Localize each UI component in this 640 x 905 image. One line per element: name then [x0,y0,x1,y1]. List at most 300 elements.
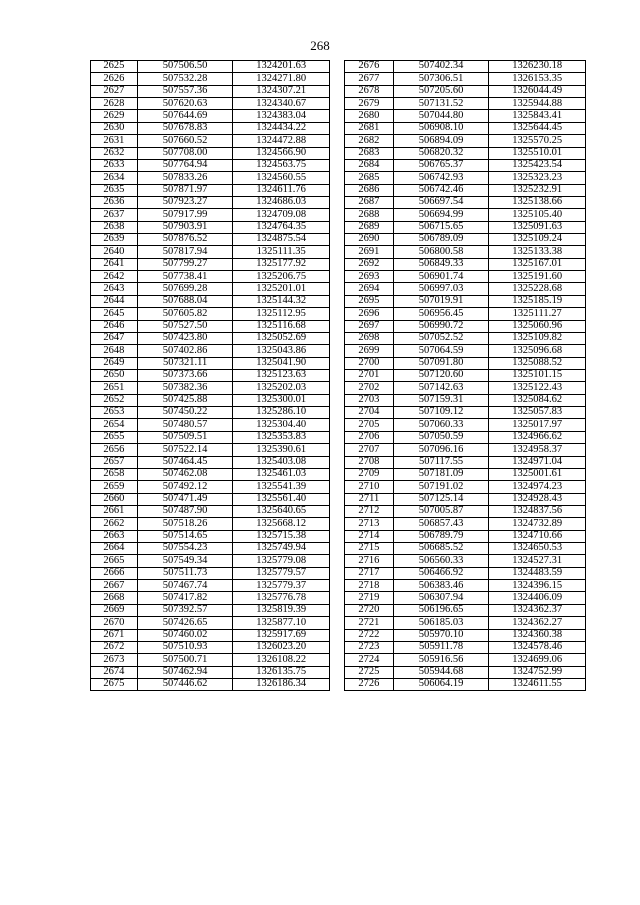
y-coordinate-cell: 1324307.21 [233,85,330,97]
point-number-cell: 2682 [345,135,394,147]
y-coordinate-cell: 1325122.43 [489,382,586,394]
point-number-cell: 2694 [345,283,394,295]
table-row [345,234,586,246]
x-coordinate-cell: 507480.57 [137,419,233,431]
y-coordinate-cell: 1326135.75 [233,666,330,678]
point-number-cell: 2639 [91,234,138,246]
x-coordinate-cell: 507506.50 [137,61,233,73]
x-coordinate-cell: 506789.79 [393,530,489,542]
table-row [91,209,330,221]
table-row [345,543,586,555]
y-coordinate-cell: 1325101.15 [489,369,586,381]
y-coordinate-cell: 1325819.39 [233,604,330,616]
table-row [91,629,330,641]
point-number-cell: 2647 [91,332,138,344]
y-coordinate-cell: 1325353.83 [233,431,330,443]
point-number-cell: 2726 [345,678,394,690]
table-row [91,481,330,493]
point-number-cell: 2696 [345,308,394,320]
table-row [345,444,586,456]
point-number-cell: 2704 [345,407,394,419]
point-number-cell: 2671 [91,629,138,641]
point-number-cell: 2648 [91,345,138,357]
x-coordinate-cell: 507125.14 [393,493,489,505]
y-coordinate-cell: 1325461.03 [233,468,330,480]
x-coordinate-cell: 507050.59 [393,431,489,443]
y-coordinate-cell: 1325644.45 [489,122,586,134]
y-coordinate-cell: 1325423.54 [489,159,586,171]
y-coordinate-cell: 1324650.53 [489,543,586,555]
point-number-cell: 2693 [345,271,394,283]
y-coordinate-cell: 1324271.80 [233,73,330,85]
table-row [91,234,330,246]
point-number-cell: 2709 [345,468,394,480]
y-coordinate-cell: 1325041.90 [233,357,330,369]
table-row [91,530,330,542]
y-coordinate-cell: 1325715.38 [233,530,330,542]
y-coordinate-cell: 1325096.68 [489,345,586,357]
table-row [345,382,586,394]
y-coordinate-cell: 1325123.63 [233,369,330,381]
x-coordinate-cell: 507903.91 [137,221,233,233]
point-number-cell: 2633 [91,159,138,171]
table-row [345,209,586,221]
x-coordinate-cell: 506800.58 [393,246,489,258]
point-number-cell: 2625 [91,61,138,73]
x-coordinate-cell: 507117.55 [393,456,489,468]
table-row [91,394,330,406]
table-row [91,666,330,678]
x-coordinate-cell: 506064.19 [393,678,489,690]
point-number-cell: 2681 [345,122,394,134]
table-row [91,604,330,616]
y-coordinate-cell: 1324958.37 [489,444,586,456]
y-coordinate-cell: 1324362.27 [489,617,586,629]
table-row [345,147,586,159]
y-coordinate-cell: 1325017.97 [489,419,586,431]
y-coordinate-cell: 1324764.35 [233,221,330,233]
point-number-cell: 2661 [91,505,138,517]
point-number-cell: 2687 [345,196,394,208]
y-coordinate-cell: 1325779.37 [233,580,330,592]
point-number-cell: 2628 [91,98,138,110]
table-row [345,85,586,97]
y-coordinate-cell: 1325109.82 [489,332,586,344]
y-coordinate-cell: 1325109.24 [489,234,586,246]
x-coordinate-cell: 506901.74 [393,271,489,283]
table-row [91,172,330,184]
table-row [345,407,586,419]
table-row [91,110,330,122]
point-number-cell: 2667 [91,580,138,592]
x-coordinate-cell: 507096.16 [393,444,489,456]
table-row [91,357,330,369]
point-number-cell: 2640 [91,246,138,258]
x-coordinate-cell: 507518.26 [137,518,233,530]
y-coordinate-cell: 1325167.01 [489,258,586,270]
table-row [91,493,330,505]
table-row [345,172,586,184]
x-coordinate-cell: 507799.27 [137,258,233,270]
coordinates-table-right [344,60,586,691]
y-coordinate-cell: 1325202.03 [233,382,330,394]
table-row [91,369,330,381]
table-row [345,135,586,147]
point-number-cell: 2666 [91,567,138,579]
y-coordinate-cell: 1324566.90 [233,147,330,159]
table-row [91,98,330,110]
x-coordinate-cell: 506742.93 [393,172,489,184]
table-row [345,308,586,320]
y-coordinate-cell: 1324971.04 [489,456,586,468]
x-coordinate-cell: 507464.45 [137,456,233,468]
point-number-cell: 2703 [345,394,394,406]
x-coordinate-cell: 507532.28 [137,73,233,85]
table-row [91,580,330,592]
table-row [345,629,586,641]
x-coordinate-cell: 505970.10 [393,629,489,641]
x-coordinate-cell: 506307.94 [393,592,489,604]
table-row [91,345,330,357]
y-coordinate-cell: 1325541.39 [233,481,330,493]
table-row [91,135,330,147]
x-coordinate-cell: 506908.10 [393,122,489,134]
y-coordinate-cell: 1324578.46 [489,641,586,653]
table-row [91,295,330,307]
y-coordinate-cell: 1325403.08 [233,456,330,468]
y-coordinate-cell: 1325300.01 [233,394,330,406]
y-coordinate-cell: 1325843.41 [489,110,586,122]
point-number-cell: 2631 [91,135,138,147]
x-coordinate-cell: 507917.99 [137,209,233,221]
y-coordinate-cell: 1324560.55 [233,172,330,184]
x-coordinate-cell: 507817.94 [137,246,233,258]
table-row [345,184,586,196]
table-row [91,159,330,171]
table-row [91,456,330,468]
point-number-cell: 2685 [345,172,394,184]
y-coordinate-cell: 1325640.65 [233,505,330,517]
y-coordinate-cell: 1325138.66 [489,196,586,208]
table-row [91,147,330,159]
x-coordinate-cell: 507509.51 [137,431,233,443]
point-number-cell: 2632 [91,147,138,159]
y-coordinate-cell: 1326230.18 [489,61,586,73]
table-row [91,617,330,629]
x-coordinate-cell: 507181.09 [393,468,489,480]
point-number-cell: 2676 [345,61,394,73]
x-coordinate-cell: 507522.14 [137,444,233,456]
point-number-cell: 2723 [345,641,394,653]
y-coordinate-cell: 1325749.94 [233,543,330,555]
x-coordinate-cell: 507109.12 [393,407,489,419]
table-row [345,332,586,344]
point-number-cell: 2636 [91,196,138,208]
y-coordinate-cell: 1325228.68 [489,283,586,295]
x-coordinate-cell: 507460.02 [137,629,233,641]
x-coordinate-cell: 506765.37 [393,159,489,171]
y-coordinate-cell: 1325111.35 [233,246,330,258]
point-number-cell: 2638 [91,221,138,233]
y-coordinate-cell: 1324483.59 [489,567,586,579]
table-row [345,431,586,443]
x-coordinate-cell: 507091.80 [393,357,489,369]
point-number-cell: 2700 [345,357,394,369]
x-coordinate-cell: 506849.33 [393,258,489,270]
point-number-cell: 2627 [91,85,138,97]
point-number-cell: 2720 [345,604,394,616]
table-row [345,295,586,307]
y-coordinate-cell: 1325043.86 [233,345,330,357]
y-coordinate-cell: 1324686.03 [233,196,330,208]
table-row [345,357,586,369]
x-coordinate-cell: 507554.23 [137,543,233,555]
table-row [345,271,586,283]
point-number-cell: 2699 [345,345,394,357]
x-coordinate-cell: 506990.72 [393,320,489,332]
y-coordinate-cell: 1324434.22 [233,122,330,134]
y-coordinate-cell: 1324837.56 [489,505,586,517]
x-coordinate-cell: 507450.22 [137,407,233,419]
table-row [345,394,586,406]
table-row [345,122,586,134]
table-row [345,654,586,666]
point-number-cell: 2692 [345,258,394,270]
x-coordinate-cell: 506956.45 [393,308,489,320]
point-number-cell: 2651 [91,382,138,394]
table-row [345,196,586,208]
x-coordinate-cell: 506697.54 [393,196,489,208]
y-coordinate-cell: 1324710.66 [489,530,586,542]
y-coordinate-cell: 1324563.75 [233,159,330,171]
point-number-cell: 2717 [345,567,394,579]
page-number: 268 [310,38,330,53]
y-coordinate-cell: 1324362.37 [489,604,586,616]
table-row [345,567,586,579]
x-coordinate-cell: 507699.28 [137,283,233,295]
x-coordinate-cell: 507402.34 [393,61,489,73]
point-number-cell: 2658 [91,468,138,480]
table-row [345,345,586,357]
table-row [345,98,586,110]
point-number-cell: 2672 [91,641,138,653]
x-coordinate-cell: 507382.36 [137,382,233,394]
y-coordinate-cell: 1325944.88 [489,98,586,110]
table-row [345,530,586,542]
table-row [91,444,330,456]
y-coordinate-cell: 1325201.01 [233,283,330,295]
point-number-cell: 2655 [91,431,138,443]
point-number-cell: 2719 [345,592,394,604]
x-coordinate-cell: 506694.99 [393,209,489,221]
x-coordinate-cell: 506894.09 [393,135,489,147]
point-number-cell: 2712 [345,505,394,517]
point-number-cell: 2714 [345,530,394,542]
point-number-cell: 2695 [345,295,394,307]
point-number-cell: 2668 [91,592,138,604]
point-number-cell: 2706 [345,431,394,443]
x-coordinate-cell: 506857.43 [393,518,489,530]
table-row [345,481,586,493]
y-coordinate-cell: 1325057.83 [489,407,586,419]
point-number-cell: 2708 [345,456,394,468]
x-coordinate-cell: 507500.71 [137,654,233,666]
x-coordinate-cell: 506789.09 [393,234,489,246]
table-row [91,407,330,419]
x-coordinate-cell: 507417.82 [137,592,233,604]
x-coordinate-cell: 507131.52 [393,98,489,110]
y-coordinate-cell: 1325776.78 [233,592,330,604]
point-number-cell: 2645 [91,308,138,320]
x-coordinate-cell: 507462.94 [137,666,233,678]
point-number-cell: 2641 [91,258,138,270]
table-row [345,555,586,567]
point-number-cell: 2664 [91,543,138,555]
y-coordinate-cell: 1325917.69 [233,629,330,641]
x-coordinate-cell: 507876.52 [137,234,233,246]
point-number-cell: 2701 [345,369,394,381]
point-number-cell: 2688 [345,209,394,221]
table-row [91,332,330,344]
table-row [91,468,330,480]
table-row [345,159,586,171]
y-coordinate-cell: 1325060.96 [489,320,586,332]
table-row [345,369,586,381]
table-row [91,382,330,394]
table-row [91,283,330,295]
y-coordinate-cell: 1326153.35 [489,73,586,85]
point-number-cell: 2725 [345,666,394,678]
table-row [91,505,330,517]
table-row [345,592,586,604]
x-coordinate-cell: 507688.04 [137,295,233,307]
point-number-cell: 2707 [345,444,394,456]
y-coordinate-cell: 1325510.01 [489,147,586,159]
x-coordinate-cell: 507426.65 [137,617,233,629]
x-coordinate-cell: 507392.57 [137,604,233,616]
table-row [345,61,586,73]
point-number-cell: 2673 [91,654,138,666]
x-coordinate-cell: 507005.87 [393,505,489,517]
x-coordinate-cell: 507019.91 [393,295,489,307]
point-number-cell: 2635 [91,184,138,196]
y-coordinate-cell: 1325304.40 [233,419,330,431]
y-coordinate-cell: 1325116.68 [233,320,330,332]
y-coordinate-cell: 1325877.10 [233,617,330,629]
y-coordinate-cell: 1324709.08 [233,209,330,221]
table-row [345,258,586,270]
y-coordinate-cell: 1324472.88 [233,135,330,147]
y-coordinate-cell: 1324699.06 [489,654,586,666]
y-coordinate-cell: 1324611.76 [233,184,330,196]
point-number-cell: 2683 [345,147,394,159]
x-coordinate-cell: 507923.27 [137,196,233,208]
y-coordinate-cell: 1325091.63 [489,221,586,233]
point-number-cell: 2630 [91,122,138,134]
point-number-cell: 2711 [345,493,394,505]
point-number-cell: 2662 [91,518,138,530]
table-row [91,61,330,73]
x-coordinate-cell: 507306.51 [393,73,489,85]
x-coordinate-cell: 507487.90 [137,505,233,517]
point-number-cell: 2698 [345,332,394,344]
point-number-cell: 2679 [345,98,394,110]
y-coordinate-cell: 1325191.60 [489,271,586,283]
y-coordinate-cell: 1325323.23 [489,172,586,184]
table-row [345,320,586,332]
point-number-cell: 2674 [91,666,138,678]
point-number-cell: 2652 [91,394,138,406]
x-coordinate-cell: 507764.94 [137,159,233,171]
point-number-cell: 2718 [345,580,394,592]
table-row [345,518,586,530]
x-coordinate-cell: 506383.46 [393,580,489,592]
point-number-cell: 2722 [345,629,394,641]
point-number-cell: 2660 [91,493,138,505]
x-coordinate-cell: 507467.74 [137,580,233,592]
y-coordinate-cell: 1324752.99 [489,666,586,678]
table-row [91,85,330,97]
x-coordinate-cell: 507833.26 [137,172,233,184]
table-row [91,654,330,666]
point-number-cell: 2715 [345,543,394,555]
table-row [345,456,586,468]
x-coordinate-cell: 507510.93 [137,641,233,653]
table-row [345,246,586,258]
point-number-cell: 2642 [91,271,138,283]
y-coordinate-cell: 1326044.49 [489,85,586,97]
y-coordinate-cell: 1325779.57 [233,567,330,579]
y-coordinate-cell: 1325177.92 [233,258,330,270]
table-row [345,678,586,690]
y-coordinate-cell: 1324396.15 [489,580,586,592]
y-coordinate-cell: 1325084.62 [489,394,586,406]
y-coordinate-cell: 1324966.62 [489,431,586,443]
x-coordinate-cell: 507060.33 [393,419,489,431]
y-coordinate-cell: 1325390.61 [233,444,330,456]
x-coordinate-cell: 507142.63 [393,382,489,394]
point-number-cell: 2680 [345,110,394,122]
x-coordinate-cell: 506820.32 [393,147,489,159]
y-coordinate-cell: 1324201.63 [233,61,330,73]
x-coordinate-cell: 506715.65 [393,221,489,233]
point-number-cell: 2650 [91,369,138,381]
x-coordinate-cell: 505911.78 [393,641,489,653]
y-coordinate-cell: 1324360.38 [489,629,586,641]
table-row [91,221,330,233]
point-number-cell: 2656 [91,444,138,456]
point-number-cell: 2637 [91,209,138,221]
x-coordinate-cell: 507423.80 [137,332,233,344]
table-row [91,592,330,604]
x-coordinate-cell: 506185.03 [393,617,489,629]
table-row [91,641,330,653]
point-number-cell: 2629 [91,110,138,122]
x-coordinate-cell: 507321.11 [137,357,233,369]
table-row [91,308,330,320]
point-number-cell: 2644 [91,295,138,307]
y-coordinate-cell: 1326023.20 [233,641,330,653]
point-number-cell: 2689 [345,221,394,233]
x-coordinate-cell: 507678.83 [137,122,233,134]
y-coordinate-cell: 1325105.40 [489,209,586,221]
x-coordinate-cell: 507205.60 [393,85,489,97]
point-number-cell: 2686 [345,184,394,196]
table-row [345,617,586,629]
table-row [91,543,330,555]
table-row [91,73,330,85]
x-coordinate-cell: 507660.52 [137,135,233,147]
